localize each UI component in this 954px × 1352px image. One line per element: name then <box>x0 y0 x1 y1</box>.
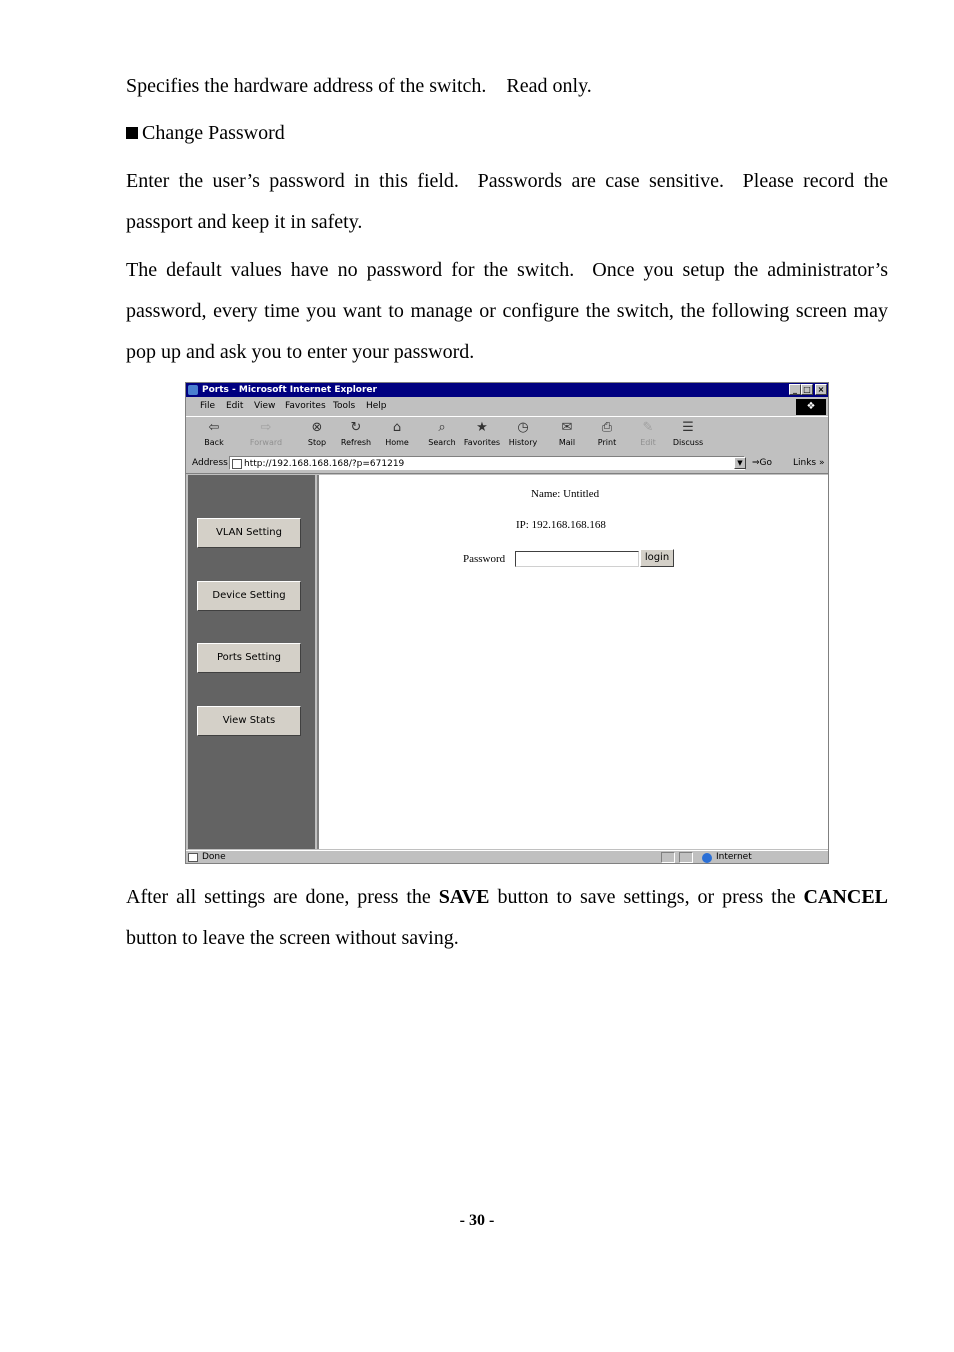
page-done-icon <box>188 853 198 862</box>
internet-globe-icon <box>702 853 712 863</box>
toolbar-home-label: Home <box>385 438 409 447</box>
toolbar-forward-button[interactable] <box>246 419 286 447</box>
toolbar-home-button[interactable] <box>377 419 417 447</box>
password-instructions: Enter the user’s password in this field. Passwords are case sensitive. Please record the passport and keep it in safety. <box>126 170 888 233</box>
toolbar-stop-label: Stop <box>307 438 327 447</box>
toolbar-refresh-button[interactable] <box>336 419 376 447</box>
cancel-keyword: CANCEL <box>803 886 888 908</box>
view-stats-button[interactable]: View Stats <box>197 706 301 736</box>
password-label: Password <box>463 553 506 565</box>
window-title: Ports - Microsoft Internet Explorer <box>202 385 377 395</box>
menu-file[interactable]: File <box>200 401 216 411</box>
hardware-address-description: Specifies the hardware address of the switch. Read only. <box>126 75 592 97</box>
toolbar-print-button[interactable] <box>587 419 627 447</box>
zone-text: Internet <box>716 852 752 862</box>
toolbar-history-label: History <box>508 438 538 447</box>
address-value: http://192.168.168.168/?p=671219 <box>244 459 405 469</box>
password-input[interactable] <box>515 551 639 567</box>
history-icon: ◷ <box>517 420 529 435</box>
window-titlebar <box>186 383 828 397</box>
change-password-heading <box>126 113 888 154</box>
restore-icon[interactable]: □ <box>801 384 813 395</box>
toolbar-refresh-label: Refresh <box>340 438 372 447</box>
page-icon <box>232 459 242 469</box>
toolbar-stop-button[interactable] <box>297 419 337 447</box>
p5-text-b: button to save settings, or press the <box>489 886 804 908</box>
refresh-icon: ↻ <box>350 420 362 435</box>
content-frame <box>317 475 829 849</box>
page-number: - 30 - <box>459 1212 495 1229</box>
forward-arrow-icon: ⇨ <box>260 420 272 435</box>
toolbar-favorites-label: Favorites <box>463 438 501 447</box>
favorites-icon: ★ <box>476 420 488 435</box>
address-label: Address <box>192 458 228 468</box>
address-input[interactable] <box>229 456 745 470</box>
save-keyword: SAVE <box>438 886 490 908</box>
home-icon: ⌂ <box>392 420 402 435</box>
stop-icon: ⊗ <box>311 420 323 435</box>
toolbar-discuss-button[interactable] <box>668 419 708 447</box>
status-text: Done <box>202 852 226 862</box>
p5-text-c: button to leave the screen without saving. <box>126 927 459 949</box>
toolbar-back-label: Back <box>204 438 224 447</box>
browser-screenshot <box>185 382 829 864</box>
toolbar-favorites-button[interactable] <box>462 419 502 447</box>
browser-toolbar <box>186 416 828 456</box>
status-bar <box>186 850 828 864</box>
edit-icon: ✎ <box>642 420 654 435</box>
save-cancel-instructions <box>126 877 888 959</box>
links-button[interactable]: Links » <box>793 458 825 468</box>
status-pane <box>679 852 693 863</box>
status-pane <box>661 852 675 863</box>
back-arrow-icon: ⇦ <box>208 420 220 435</box>
go-button[interactable]: ⇒Go <box>752 458 773 468</box>
nav-frame <box>188 475 317 849</box>
toolbar-print-label: Print <box>597 438 617 447</box>
toolbar-edit-label: Edit <box>640 438 656 447</box>
address-bar <box>186 455 828 474</box>
menu-tools[interactable]: Tools <box>333 401 356 411</box>
windows-logo-icon: ❖ <box>796 399 826 415</box>
ie-logo-icon <box>188 385 198 395</box>
login-button[interactable]: login <box>640 549 674 567</box>
vlan-setting-button[interactable]: VLAN Setting <box>197 518 301 548</box>
switch-name-text: Name: Untitled <box>531 488 600 500</box>
close-icon[interactable]: × <box>815 384 827 395</box>
links-label: Links <box>793 458 817 468</box>
toolbar-discuss-label: Discuss <box>672 438 704 447</box>
toolbar-search-label: Search <box>428 438 456 447</box>
ports-setting-button[interactable]: Ports Setting <box>197 643 301 673</box>
device-setting-button[interactable]: Device Setting <box>197 581 301 611</box>
minimize-icon[interactable]: _ <box>789 384 801 395</box>
mail-icon: ✉ <box>561 420 573 435</box>
default-password-description: The default values have no password for the switch. Once you setup the administrator’s password, every time you want to manage or configure the switch, the following screen may pop up and ask you to enter your password. <box>126 259 888 363</box>
p5-text-a: After all settings are done, press the <box>126 886 439 908</box>
search-icon: ⌕ <box>438 420 446 435</box>
print-icon: ⎙ <box>601 420 613 435</box>
toolbar-mail-label: Mail <box>558 438 576 447</box>
toolbar-edit-button[interactable] <box>628 419 668 447</box>
menu-favorites[interactable]: Favorites <box>285 401 326 411</box>
address-dropdown-icon[interactable]: ▼ <box>734 457 746 469</box>
toolbar-mail-button[interactable] <box>547 419 587 447</box>
toolbar-history-button[interactable] <box>503 419 543 447</box>
menu-view[interactable]: View <box>254 401 276 411</box>
change-password-label: Change Password <box>142 122 285 144</box>
menu-edit[interactable]: Edit <box>226 401 244 411</box>
toolbar-back-button[interactable] <box>194 419 234 447</box>
toolbar-search-button[interactable] <box>422 419 462 447</box>
switch-ip-text: IP: 192.168.168.168 <box>516 519 606 531</box>
bullet-square-icon <box>126 127 138 139</box>
menu-help[interactable]: Help <box>366 401 387 411</box>
menu-bar <box>186 398 828 415</box>
toolbar-forward-label: Forward <box>249 438 283 447</box>
discuss-icon: ☰ <box>682 420 694 435</box>
go-label: Go <box>759 458 773 468</box>
